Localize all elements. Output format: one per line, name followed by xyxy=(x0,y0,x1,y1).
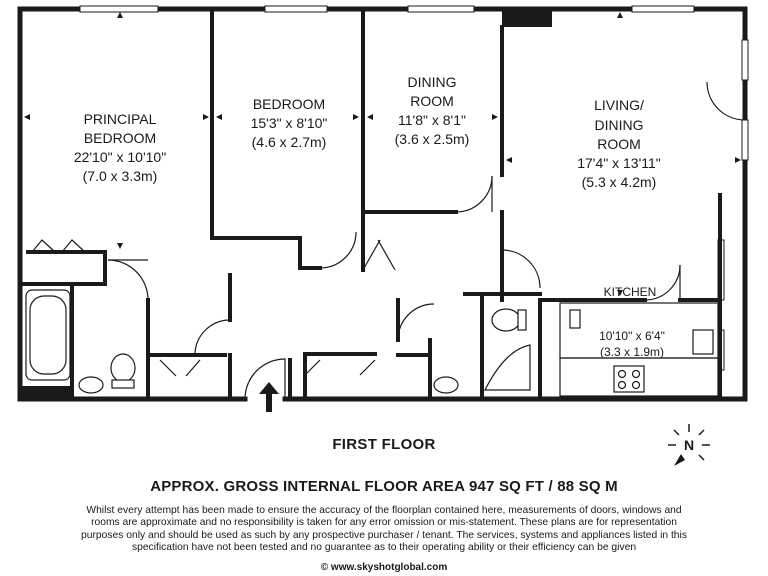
room-size-imperial: 11'8" x 8'1" xyxy=(398,112,466,128)
basin xyxy=(434,377,458,393)
shower-tray xyxy=(485,345,530,390)
disclaimer-text: Whilst every attempt has been made to ensure the accuracy of the floorplan contained here, measurements of doors, windows and rooms are approximate and no responsibility is taken for any error omission or mis-statement. These plans are for representation purposes only and should be used as such by any prospective purchaser / tenant. The services, systems and appliances listed in this specification have not been tested and no guarantee as to their operating ability or their efficiency can be given xyxy=(81,505,687,554)
room-dining-room xyxy=(395,74,470,147)
gross-area-summary: APPROX. GROSS INTERNAL FLOOR AREA 947 SQ FT / 88 SQ M xyxy=(150,478,618,495)
toilet xyxy=(111,354,135,382)
structural-column xyxy=(20,386,72,400)
room-living-dining-room xyxy=(577,97,661,190)
room-size-metric: (4.6 x 2.7m) xyxy=(251,134,327,150)
basin xyxy=(79,377,103,393)
floor-name: FIRST FLOOR xyxy=(332,436,436,453)
kitchen-sink xyxy=(693,330,713,354)
room-name: BEDROOM xyxy=(83,130,157,146)
room-name: BEDROOM xyxy=(252,96,326,112)
room-name: ROOM xyxy=(597,136,641,152)
room-size-imperial: 10'10" x 6'4" xyxy=(599,329,665,343)
room-name: ROOM xyxy=(410,93,454,109)
hob xyxy=(614,366,644,392)
compass-icon xyxy=(664,420,714,470)
room-name: DINING xyxy=(594,117,644,133)
room-size-metric: (3.3 x 1.9m) xyxy=(599,345,665,359)
room-bedroom xyxy=(251,96,328,150)
room-size-metric: (7.0 x 3.3m) xyxy=(82,168,158,184)
toilet xyxy=(492,309,520,331)
structural-block xyxy=(502,7,552,27)
fixtures xyxy=(26,290,718,396)
room-principal-bedroom xyxy=(74,111,166,184)
room-name: PRINCIPAL xyxy=(83,111,157,127)
room-size-imperial: 22'10" x 10'10" xyxy=(73,149,167,165)
room-size-imperial: 17'4" x 13'11" xyxy=(577,155,661,171)
room-size-metric: (5.3 x 4.2m) xyxy=(581,174,657,190)
room-name: DINING xyxy=(407,74,457,90)
room-name: LIVING/ xyxy=(594,97,644,113)
room-size-metric: (3.6 x 2.5m) xyxy=(394,131,470,147)
entrance-arrow-icon xyxy=(259,382,279,412)
room-size-imperial: 15'3" x 8'10" xyxy=(250,115,328,131)
website-credit: © www.skyshotglobal.com xyxy=(320,562,448,573)
compass-letter: N xyxy=(683,437,695,453)
room-name: KITCHEN xyxy=(603,285,657,299)
